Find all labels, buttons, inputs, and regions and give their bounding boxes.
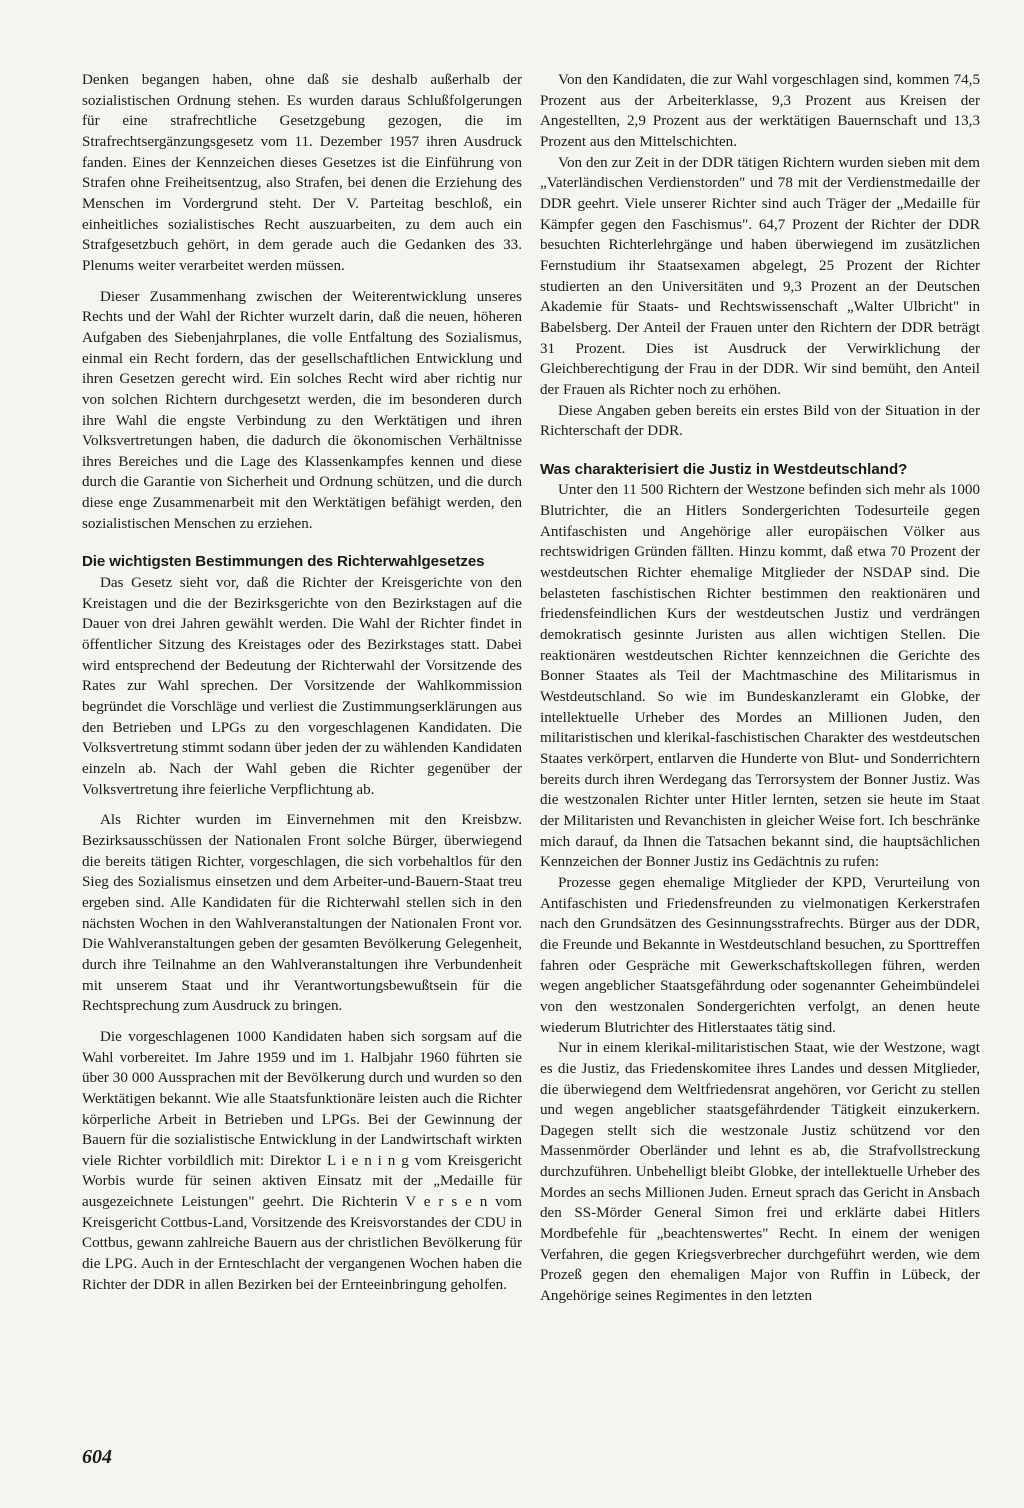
paragraph: Diese Angaben geben bereits ein erstes Bild von der Situation in der Richterschaft der DDR. [540,402,980,440]
page-number: 604 [82,1446,112,1468]
paragraph: Prozesse gegen ehemalige Mitglieder der KPD, Verurteilung von Antifaschisten und Friedensfreunden zu vielmonatigen Kerkerstrafen nach den Grundsätzen des Gesinnungsstrafrechts. Bürger aus der DDR, die Freunde und Bekannte in Westdeutschland besuchen, zu Sporttreffen fahren oder Gespräche mit Gewerkschaftskollegen führen, werden wegen angeblicher Staatsgefährdung oder sogenannter Geheimbündelei von den westzonalen Sondergerichten verfolgt, an denen heute wiederum Blutrichter des Hitlerstaates tätig sind. [540,874,980,1036]
left-column [82,70,522,1295]
paragraph: Von den zur Zeit in der DDR tätigen Richtern wurden sieben mit dem „Vaterländischen Verdienstorden" und 78 mit der Verdienstmedaille der DDR geehrt. Viele unserer Richter sind auch Träger der „Medaille für Kämpfer gegen den Faschismus". 64,7 Prozent der Richter der DDR besuchten Richterlehrgänge und haben überwiegend im zusätzlichen Fernstudium ihr Staatsexamen abgelegt, 25 Prozent der Richter studierten an den Universitäten und 9,3 Prozent an der Deutschen Akademie für Staats- und Rechtswissenschaft „Walter Ulbricht" in Babelsberg. Der Anteil der Frauen unter den Richtern der DDR beträgt 31 Prozent. Dies ist Ausdruck der Verwirklichung der Gleichberechtigung der Frau in der DDR. Wir sind bemüht, den Anteil der Frauen als Richter noch zu erhöhen. [540,154,980,398]
paragraph: Dieser Zusammenhang zwischen der Weiterentwicklung unseres Rechts und der Wahl der Richter wurzelt darin, daß die neuen, höheren Aufgaben des Siebenjahrplanes, die volle Entfaltung des Sozialismus, einmal ein Recht fordern, das der gesellschaftlichen Entwicklung und ihren Gesetzen gerecht wird. Ein solches Recht wird aber richtig nur von solchen Richtern durchgesetzt werden, die im besonderen durch ihre Wahl die engste Verbindung zu den Werktätigen und ihren Volksvertretungen haben, die dadurch die ökonomischen Verhältnisse ihres Bereiches und die Lage des Klassenkampfes kennen und diese durch die Garantie von Sicherheit und Ordnung schützen, und die durch diese enge Zusammenarbeit mit den Werktätigen befähigt werden, den sozialistischen Menschen zu erziehen. [82,288,522,532]
paragraph: Als Richter wurden im Einvernehmen mit den Kreisbzw. Bezirksausschüssen der Nationalen Front solche Bürger, überwiegend die bereits tätigen Richter, vorgeschlagen, die sich vorbehaltlos für den Sieg des Sozialismus einsetzen und dem Arbeiter-und-Bauern-Staat treu ergeben sind. Alle Kandidaten für die Richterwahl stellen sich in den nächsten Wochen in den Wahlveranstaltungen der Nationalen Front vor. Die Wahlveranstaltungen geben der gesamten Bevölkerung Gelegenheit, durch ihre Teilnahme an den Wahlveranstaltungen ihre Verbundenheit mit unserem Staat und ihr Verantwortungsbewußtsein für die Rechtsprechung zum Ausdruck zu bringen. [82,812,522,1015]
section-heading: Was charakterisiert die Justiz in Westdeutschland? [540,460,908,478]
right-column [540,70,980,1307]
paragraph: Unter den 11 500 Richtern der Westzone befinden sich mehr als 1000 Blutrichter, die an Hitlers Sondergerichten Todesurteile gegen Antifaschisten und Angehörige aller europäischen Völker aus rechtswidrigen Gründen fällten. Hinzu kommt, daß etwa 70 Prozent der westdeutschen Richter ehemalige Mitglieder der NSDAP sind. Die belasteten faschistischen Richter bestimmen den reaktionären und friedensfeindlichen Kurs der westdeutschen Justiz und verdrängen demokratisch gesinnte Juristen aus allen wichtigen Stellen. Die reaktionären westdeutschen Richter kennzeichnen die Gerichte des Bonner Staates als Teil der Machtmaschine des Militarismus in Westdeutschland. So wie im Bundeskanzleramt ein Globke, der intellektuelle Urheber des Mordes an Millionen Juden, den militaristischen und klerikal-faschistischen Charakter des westdeutschen Staates verkörpert, entlarven die Hunderte von Blut- und Sonderrichtern bereits durch ihren Werdegang das Terrorsystem der Bonner Justiz. Was die westzonalen Richter unter Hitler lernten, setzen sie heute im Staat der Militaristen und Revanchisten in gleicher Weise fort. Ich beschränke mich darauf, da Ihnen die Tatsachen bekannt sind, die hauptsächlichen Kennzeichen der Bonner Justiz ins Gedächtnis zu rufen: [540,482,980,871]
paragraph: Nur in einem klerikal-militaristischen Staat, wie der Westzone, wagt es die Justiz, das Friedenskomitee ihres Landes und dessen Mitglieder, die überwiegend dem Weltfriedensrat angehören, vor Gericht zu stellen und wegen angeblicher staatsgefährdender Tätigkeit einzukerkern. Dagegen stellt sich die westzonale Justiz schützend vor den Massenmörder Oberländer und lehnt es ab, die Strafvollstreckung durchzuführen. Unbehelligt bleibt Globke, der intellektuelle Urheber des Mordes an sechs Millionen Juden. Erneut sprach das Gericht in Ansbach den SS-Mörder General Simon frei und erklärte dabei Hitlers Mordbefehle für „beachtenswertes" Recht. In einem der wenigen Verfahren, die gegen Kriegsverbrecher durchgeführt werden, wie dem Prozeß gegen den ehemaligen Major von Ruffin in Lübeck, der Angehörige seines Regimentes in den letzten [540,1040,980,1305]
paragraph: Die vorgeschlagenen 1000 Kandidaten haben sich sorgsam auf die Wahl vorbereitet. Im Jahre 1959 und im 1. Halbjahr 1960 führten sie über 30 000 Aussprachen mit der Bevölkerung durch und wurden so den Werktätigen bekannt. Wie alle Staatsfunktionäre leisten auch die Richter körperliche Arbeit in Betrieben und LPGs. Bei der Gewinnung der Bauern für die sozialistische Entwicklung in der Landwirtschaft wirkten viele Richter vorbildlich mit: Direktor L i e n i n g vom Kreisgericht Worbis wurde für seinen aktiven Einsatz mit der „Medaille für ausgezeichnete Leistungen" geehrt. Die Richterin V e r s e n vom Kreisgericht Cottbus-Land, Vorsitzende des Kreisvorstandes der CDU in Cottbus, gewann zahlreiche Bauern aus der christlichen Bevölkerung für die LPG. Auch in der Ernteschlacht der vergangenen Wochen haben die Richter der DDR in allen Bezirken bei der Ernteeinbringung geholfen. [82,1028,522,1293]
paragraph: Von den Kandidaten, die zur Wahl vorgeschlagen sind, kommen 74,5 Prozent aus der Arbeiterklasse, 9,3 Prozent aus Kreisen der Angestellten, 2,9 Prozent aus der werktätigen Bauernschaft und 13,3 Prozent aus den Mittelschichten. [540,72,980,150]
paragraph: Das Gesetz sieht vor, daß die Richter der Kreisgerichte von den Kreistagen und die der Bezirksgerichte von den Bezirkstagen auf die Dauer von drei Jahren gewählt werden. Die Wahl der Richter findet in öffentlicher Sitzung des Kreistages oder des Bezirkstages statt. Dabei wird entsprechend der Bedeutung der Richterwahl der Vorsitzende des Rates zur Wahl sprechen. Der Vorsitzende der Wahlkommission begründet die Vorschläge und verliest die Zustimmungserklärungen aus den Betrieben und LPGs zu den vorgeschlagenen Kandidaten. Die Volksvertretung stimmt sodann über jeden der zu wählenden Kandidaten einzeln ab. Nach der Wahl geben die Richter gegenüber der Volksvertretung ihre feierliche Verpflichtung ab. [82,575,522,798]
section-heading: Die wichtigsten Bestimmungen des Richterwahlgesetzes [82,553,485,571]
paragraph: Denken begangen haben, ohne daß sie deshalb außerhalb der sozialistischen Ordnung stehen. Es wurden daraus Schlußfolgerungen für eine strafrechtliche Gesetzgebung gezogen, die im Strafrechtsergänzungsgesetz vom 11. Dezember 1957 ihren Ausdruck fanden. Eines der Kennzeichen dieses Gesetzes ist die Einführung von Strafen ohne Freiheitsentzug, also Strafen, bei denen die Erziehung des Menschen im Vordergrund steht. Der V. Parteitag beschloß, ein einheitliches sozialistisches Recht auszuarbeiten, zu dem auch ein Strafgesetzbuch gehört, in dem gerade auch die Gedanken des 33. Plenums weiter verarbeitet werden müssen. [82,72,522,274]
